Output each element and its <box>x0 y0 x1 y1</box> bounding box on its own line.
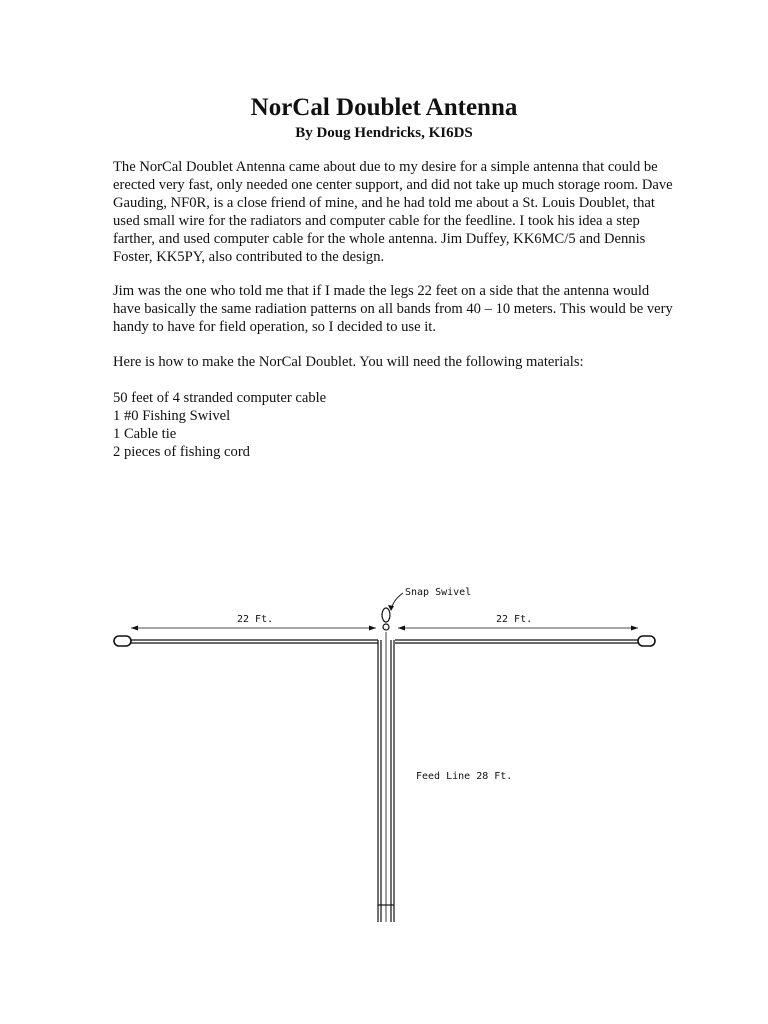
right-dimension-arrow <box>398 626 405 631</box>
materials-item: 1 Cable tie <box>113 425 177 442</box>
left-dimension-arrow <box>369 626 376 631</box>
paragraph-legs: Jim was the one who told me that if I made the legs 22 feet on a side that the antenna would have basically the same radiation patterns on all bands from 40 – 10 meters. This would be very handy to have for field operation, so I decided to use it. <box>113 283 673 335</box>
right-dimension-arrow <box>631 626 638 631</box>
left-leg-label: 22 Ft. <box>237 614 274 625</box>
left-dimension-arrow <box>131 626 138 631</box>
paragraph-intro: The NorCal Doublet Antenna came about due to my desire for a simple antenna that could be erected very fast, only needed one center support, and did not take up much storage room. Dave Gauding, NF0R, is a close friend of mine, and he had told me about a St. Louis Doublet, that used small wire for the radiators and computer cable for the feedline. I took his idea a step farther, and used computer cable for the whole antenna. Jim Duffey, KK6MC/5 and Dennis Foster, KK5PY, also contributed to the design. <box>113 159 673 265</box>
author-byline: By Doug Hendricks, KI6DS <box>295 125 473 141</box>
materials-item: 2 pieces of fishing cord <box>113 443 250 460</box>
left-insulator <box>114 636 131 646</box>
feedline-label: Feed Line 28 Ft. <box>416 771 513 782</box>
paragraph-materials-intro: Here is how to make the NorCal Doublet. You will need the following materials: <box>113 354 584 370</box>
materials-item: 50 feet of 4 stranded computer cable <box>113 390 327 406</box>
right-insulator <box>638 636 655 646</box>
swivel-label: Snap Swivel <box>405 587 472 598</box>
snap-swivel <box>382 608 390 622</box>
right-leg-label: 22 Ft. <box>496 614 533 625</box>
swivel-ring <box>383 624 389 630</box>
page-title: NorCal Doublet Antenna <box>250 94 518 121</box>
antenna-diagram <box>0 560 768 940</box>
materials-item: 1 #0 Fishing Swivel <box>113 407 231 424</box>
materials-list <box>113 390 673 462</box>
